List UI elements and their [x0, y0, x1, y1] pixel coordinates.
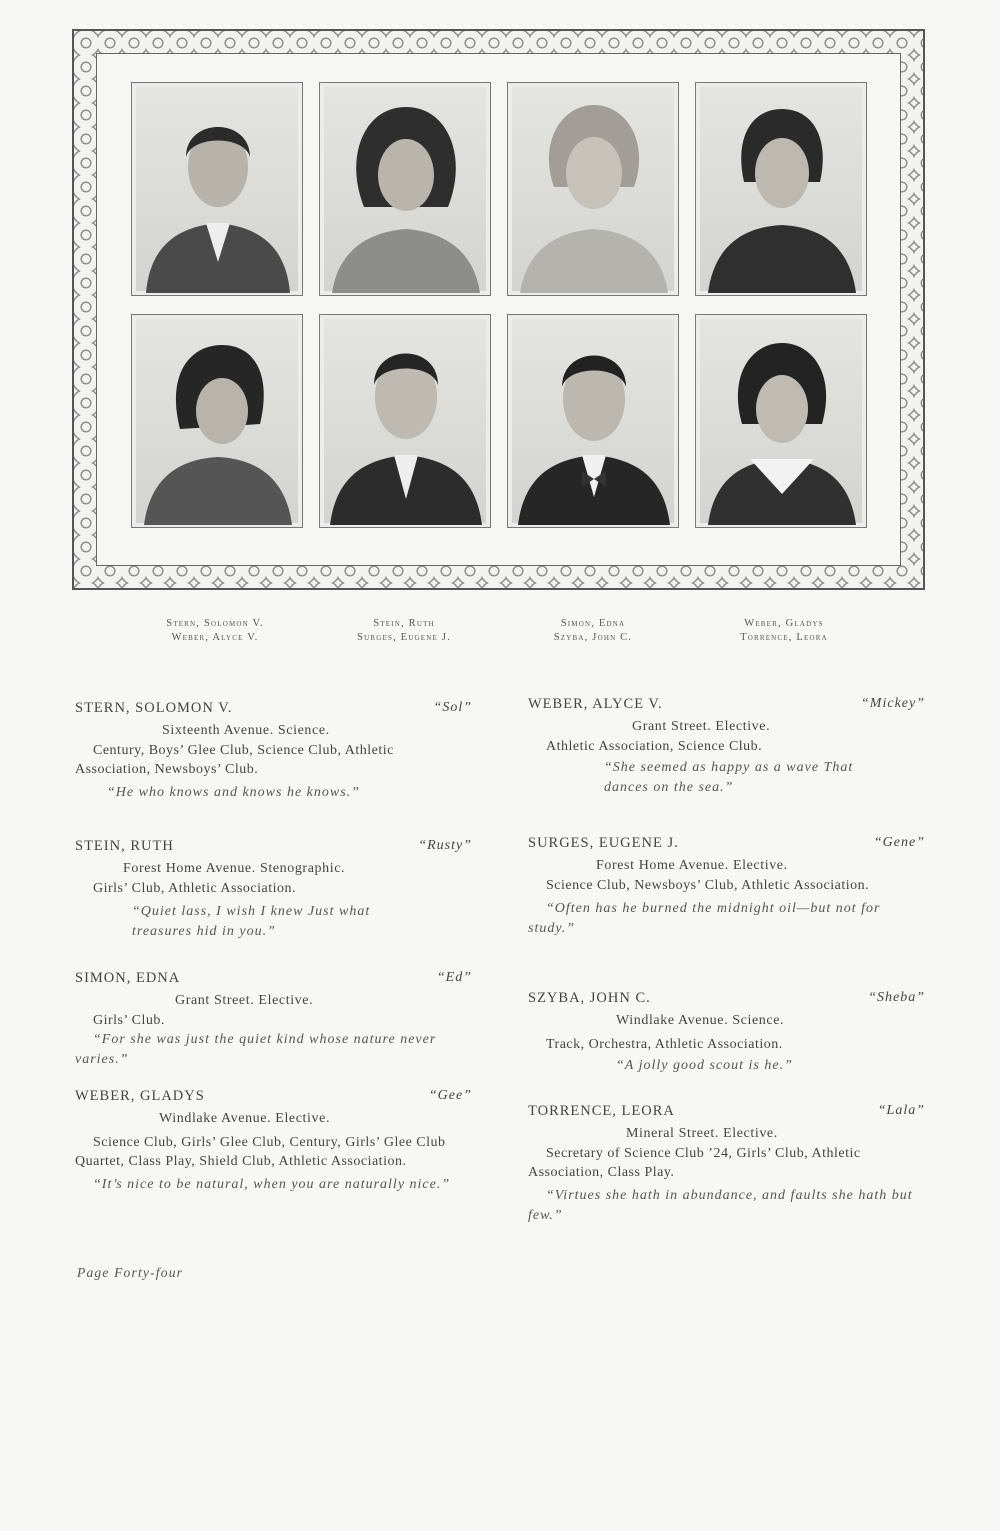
address-course: Mineral Street. Elective.: [626, 1126, 778, 1141]
address-course: Forest Home Avenue. Stenographic.: [123, 861, 346, 876]
nickname: “Sheba”: [868, 990, 925, 1005]
student-name: WEBER, ALYCE V.: [528, 696, 663, 712]
caption-column-1: [105, 617, 325, 645]
portrait-silhouette-female: [324, 87, 488, 293]
portrait-torrence-leora: [695, 314, 867, 528]
caption-column-2: [294, 617, 514, 645]
portrait-silhouette-male: [512, 319, 676, 525]
student-name: TORRENCE, LEORA: [528, 1103, 675, 1119]
portrait-stein-ruth: [319, 82, 491, 296]
page-number: Page Forty-four: [77, 1265, 184, 1280]
photo-frame-inner: [96, 53, 901, 566]
activities: Century, Boys’ Glee Club, Science Club, Athletic Association, Newsboys’ Club.: [75, 743, 394, 777]
caption-top: Weber, Gladys: [744, 618, 824, 629]
address-course: Windlake Avenue. Elective.: [159, 1111, 331, 1126]
quote: “Quiet lass, I wish I knew Just what treasures hid in you.”: [132, 904, 371, 939]
portrait-weber-alyce: [131, 314, 303, 528]
address-course: Grant Street. Elective.: [175, 993, 314, 1008]
student-name: STERN, SOLOMON V.: [75, 700, 233, 716]
student-name: SURGES, EUGENE J.: [528, 835, 679, 851]
activities: Secretary of Science Club ’24, Girls’ Club, Athletic Association, Class Play.: [528, 1146, 861, 1180]
quote: “A jolly good scout is he.”: [616, 1058, 793, 1073]
activities: Athletic Association, Science Club.: [546, 739, 763, 754]
activities: Girls’ Club, Athletic Association.: [93, 881, 297, 896]
nickname: “Sol”: [433, 700, 472, 715]
portrait-silhouette-female: [512, 87, 676, 293]
entry-stern-solomon: [75, 700, 472, 803]
caption-top: Simon, Edna: [560, 618, 626, 629]
caption-column-4: [674, 617, 894, 645]
nickname: “Ed”: [436, 970, 472, 985]
entry-surges-eugene: [528, 835, 925, 939]
entry-szyba-john: [528, 990, 925, 1076]
entry-stein-ruth: [75, 838, 472, 942]
quote: “Virtues she hath in abundance, and faults she hath but few.”: [528, 1188, 913, 1223]
caption-top: Stern, Solomon V.: [166, 618, 264, 629]
nickname: “Gene”: [873, 835, 925, 850]
address-course: Forest Home Avenue. Elective.: [596, 858, 788, 873]
caption-bottom: Weber, Alyce V.: [171, 632, 259, 643]
activities: Track, Orchestra, Athletic Association.: [546, 1037, 783, 1052]
entry-torrence-leora: [528, 1103, 925, 1226]
student-name: STEIN, RUTH: [75, 838, 174, 854]
portrait-weber-gladys: [695, 82, 867, 296]
student-name: SIMON, EDNA: [75, 970, 181, 986]
address-course: Windlake Avenue. Science.: [616, 1013, 785, 1028]
portrait-silhouette-female: [136, 319, 300, 525]
portrait-szyba-john: [507, 314, 679, 528]
portrait-stern-solomon: [131, 82, 303, 296]
address-course: Grant Street. Elective.: [632, 719, 771, 734]
entry-weber-alyce: [528, 696, 925, 798]
nickname: “Lala”: [877, 1103, 925, 1118]
caption-bottom: Torrence, Leora: [740, 632, 828, 643]
student-name: SZYBA, JOHN C.: [528, 990, 651, 1006]
activities: Science Club, Girls’ Glee Club, Century, Girls’ Glee Club Quartet, Class Play, Shield Club, Athletic Association.: [75, 1135, 446, 1169]
portrait-surges-eugene: [319, 314, 491, 528]
portrait-silhouette-female: [700, 319, 864, 525]
quote: “He who knows and knows he knows.”: [107, 785, 360, 800]
portrait-silhouette-female: [700, 87, 864, 293]
quote: “She seemed as happy as a wave That dances on the sea.”: [604, 760, 854, 795]
quote: “For she was just the quiet kind whose nature never varies.”: [75, 1032, 437, 1067]
entry-weber-gladys: [75, 1088, 472, 1195]
caption-bottom: Surges, Eugene J.: [357, 632, 451, 643]
caption-bottom: Szyba, John C.: [553, 632, 633, 643]
entry-simon-edna: [75, 970, 472, 1070]
caption-column-3: [483, 617, 703, 645]
activities: Girls’ Club.: [93, 1013, 165, 1028]
activities: Science Club, Newsboys’ Club, Athletic Association.: [546, 878, 870, 893]
address-course: Sixteenth Avenue. Science.: [162, 723, 330, 738]
portrait-silhouette-male: [136, 87, 300, 293]
caption-top: Stein, Ruth: [373, 618, 435, 629]
portrait-simon-edna: [507, 82, 679, 296]
nickname: “Rusty”: [418, 838, 472, 853]
student-name: WEBER, GLADYS: [75, 1088, 205, 1104]
photo-frame: [72, 29, 925, 590]
quote: “It’s nice to be natural, when you are naturally nice.”: [93, 1177, 451, 1192]
quote: “Often has he burned the midnight oil—but not for study.”: [528, 901, 881, 936]
nickname: “Mickey”: [861, 696, 925, 711]
nickname: “Gee”: [428, 1088, 472, 1103]
portrait-silhouette-male: [324, 319, 488, 525]
